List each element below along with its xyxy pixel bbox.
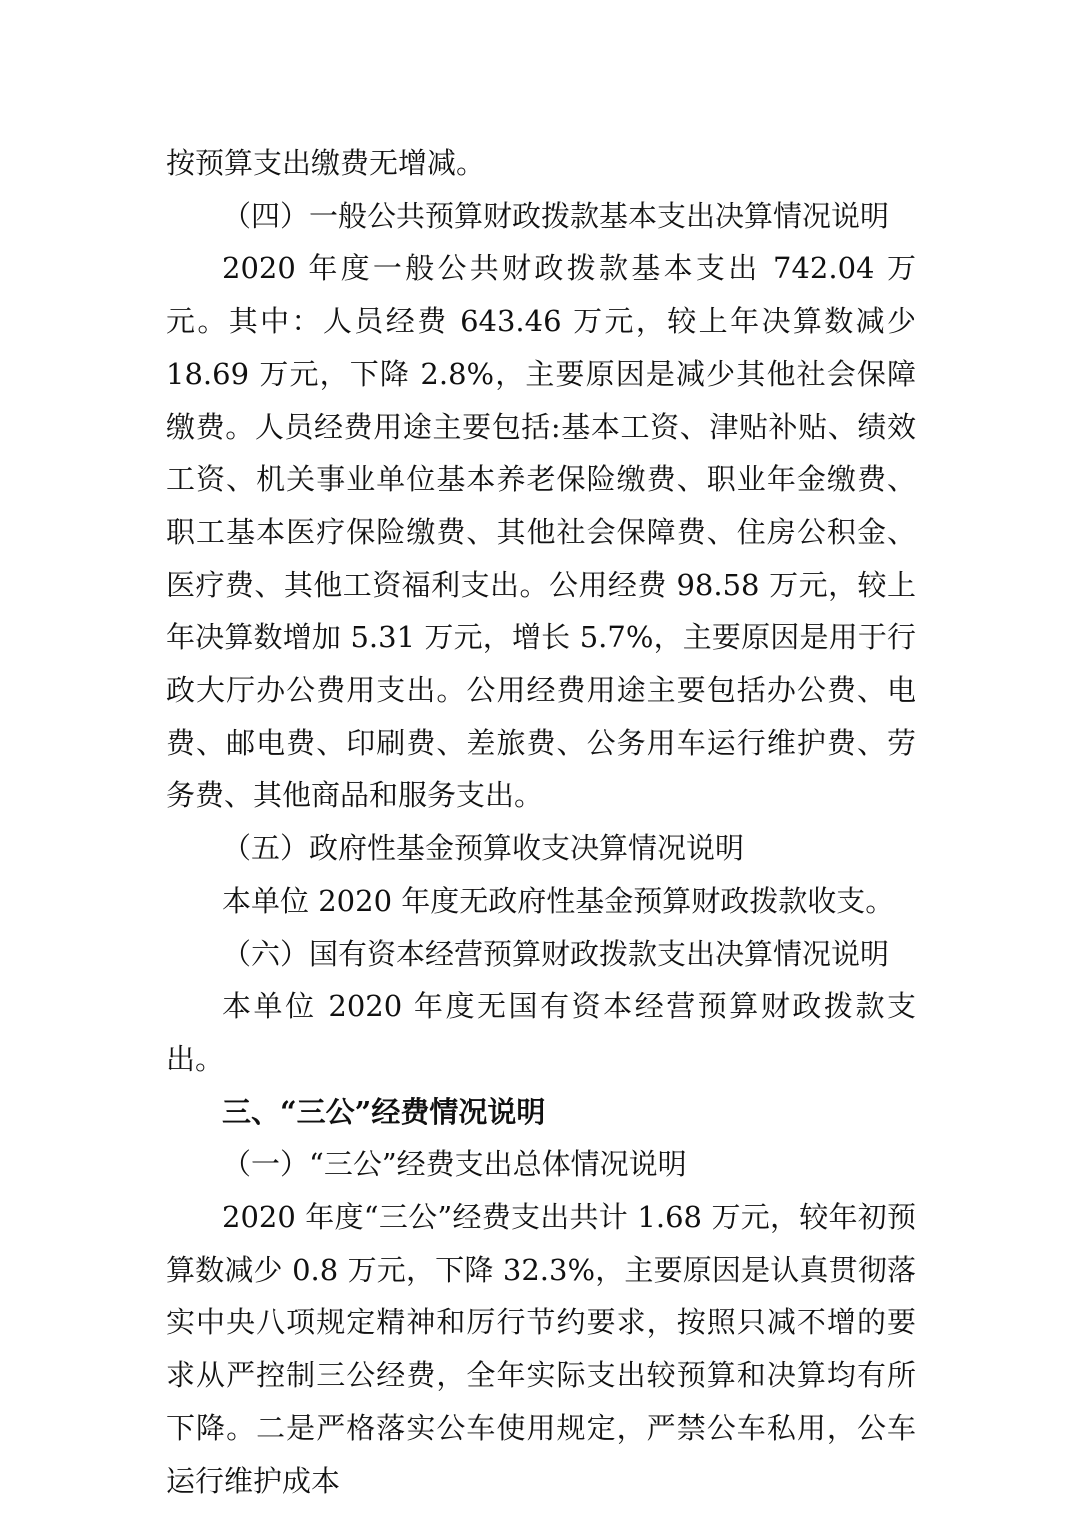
chapter-heading-3: 三、“三公”经费情况说明 [222, 1094, 546, 1129]
paragraph-state-capital: 本单位 2020 年度无国有资本经营预算财政拨款支出。 [166, 989, 916, 1076]
document-body [166, 137, 916, 1507]
section-heading-6: （六）国有资本经营预算财政拨款支出决算情况说明 [222, 936, 890, 971]
section-heading-1: （一）“三公”经费支出总体情况说明 [222, 1147, 687, 1182]
section-heading-5: （五）政府性基金预算收支决算情况说明 [222, 831, 745, 866]
paragraph-three-public-funds: 2020 年度“三公”经费支出共计 1.68 万元，较年初预算数减少 0.8 万元，下降 32.3%，主要原因是认真贯彻落实中央八项规定精神和厉行节约要求，按照只减不增的要求从严控制三公经费，全年实际支出较预算和决算均有所下降。二是严格落实公车使用规定，严禁公车私用，公车运行维护成本 [166, 1200, 916, 1498]
paragraph-continuation: 按预算支出缴费无增减。 [166, 146, 486, 180]
paragraph-basic-expenditure: 2020 年度一般公共财政拨款基本支出 742.04 万元。其中：人员经费 643.46 万元，较上年决算数减少 18.69 万元，下降 2.8%，主要原因是减少其他社会保障缴费。人员经费用途主要包括:基本工资、津贴补贴、绩效工资、机关事业单位基本养老保险缴费、职业年金缴费、职工基本医疗保险缴费、其他社会保障费、住房公积金、医疗费、其他工资福利支出。公用经费 98.58 万元，较上年决算数增加 5.31 万元，增长 5.7%，主要原因是用于行政大厅办公费用支出。公用经费用途主要包括办公费、电费、邮电费、印刷费、差旅费、公务用车运行维护费、劳务费、其他商品和服务支出。 [166, 251, 916, 813]
section-heading-4: （四）一般公共预算财政拨款基本支出决算情况说明 [222, 198, 890, 233]
paragraph-government-fund: 本单位 2020 年度无政府性基金预算财政拨款收支。 [222, 883, 895, 918]
